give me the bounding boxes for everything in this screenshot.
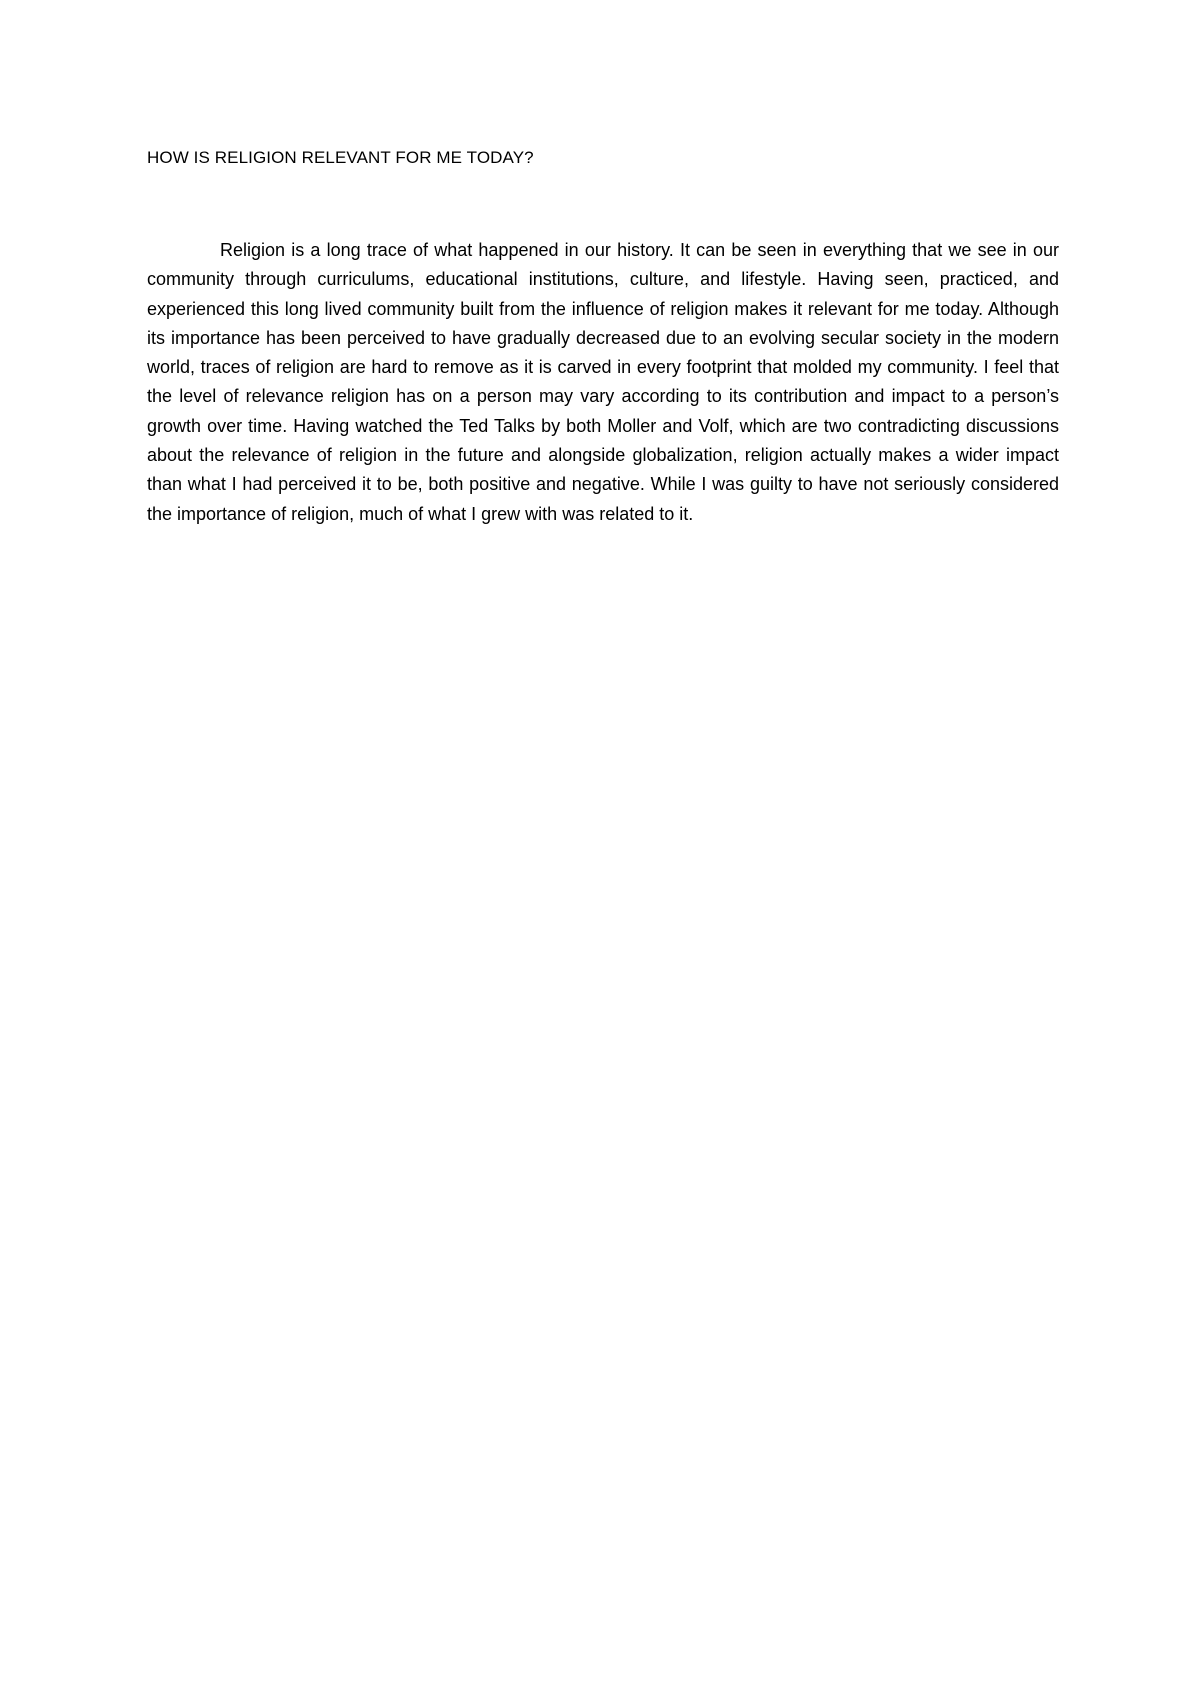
body-paragraph: Religion is a long trace of what happened in our history. It can be seen in everything that we see in our community through curriculums, educational institutions, culture, and lifestyle. Having seen, practiced, and experienced this long lived community built from the influence of religion makes it relevant for me today. Although its importance has been perceived to have gradually decreased due to an evolving secular society in the modern world, traces of religion are hard to remove as it is carved in every footprint that molded my community. I feel that the level of relevance religion has on a person may vary according to its contribution and impact to a person’s growth over time. Having watched the Ted Talks by both Moller and Volf, which are two contradicting discussions about the relevance of religion in the future and alongside globalization, religion actually makes a wider impact than what I had perceived it to be, both positive and negative. While I was guilty to have not seriously considered the importance of religion, much of what I grew with was related to it.: [147, 240, 1059, 524]
document-title: HOW IS RELIGION RELEVANT FOR ME TODAY?: [147, 148, 534, 167]
